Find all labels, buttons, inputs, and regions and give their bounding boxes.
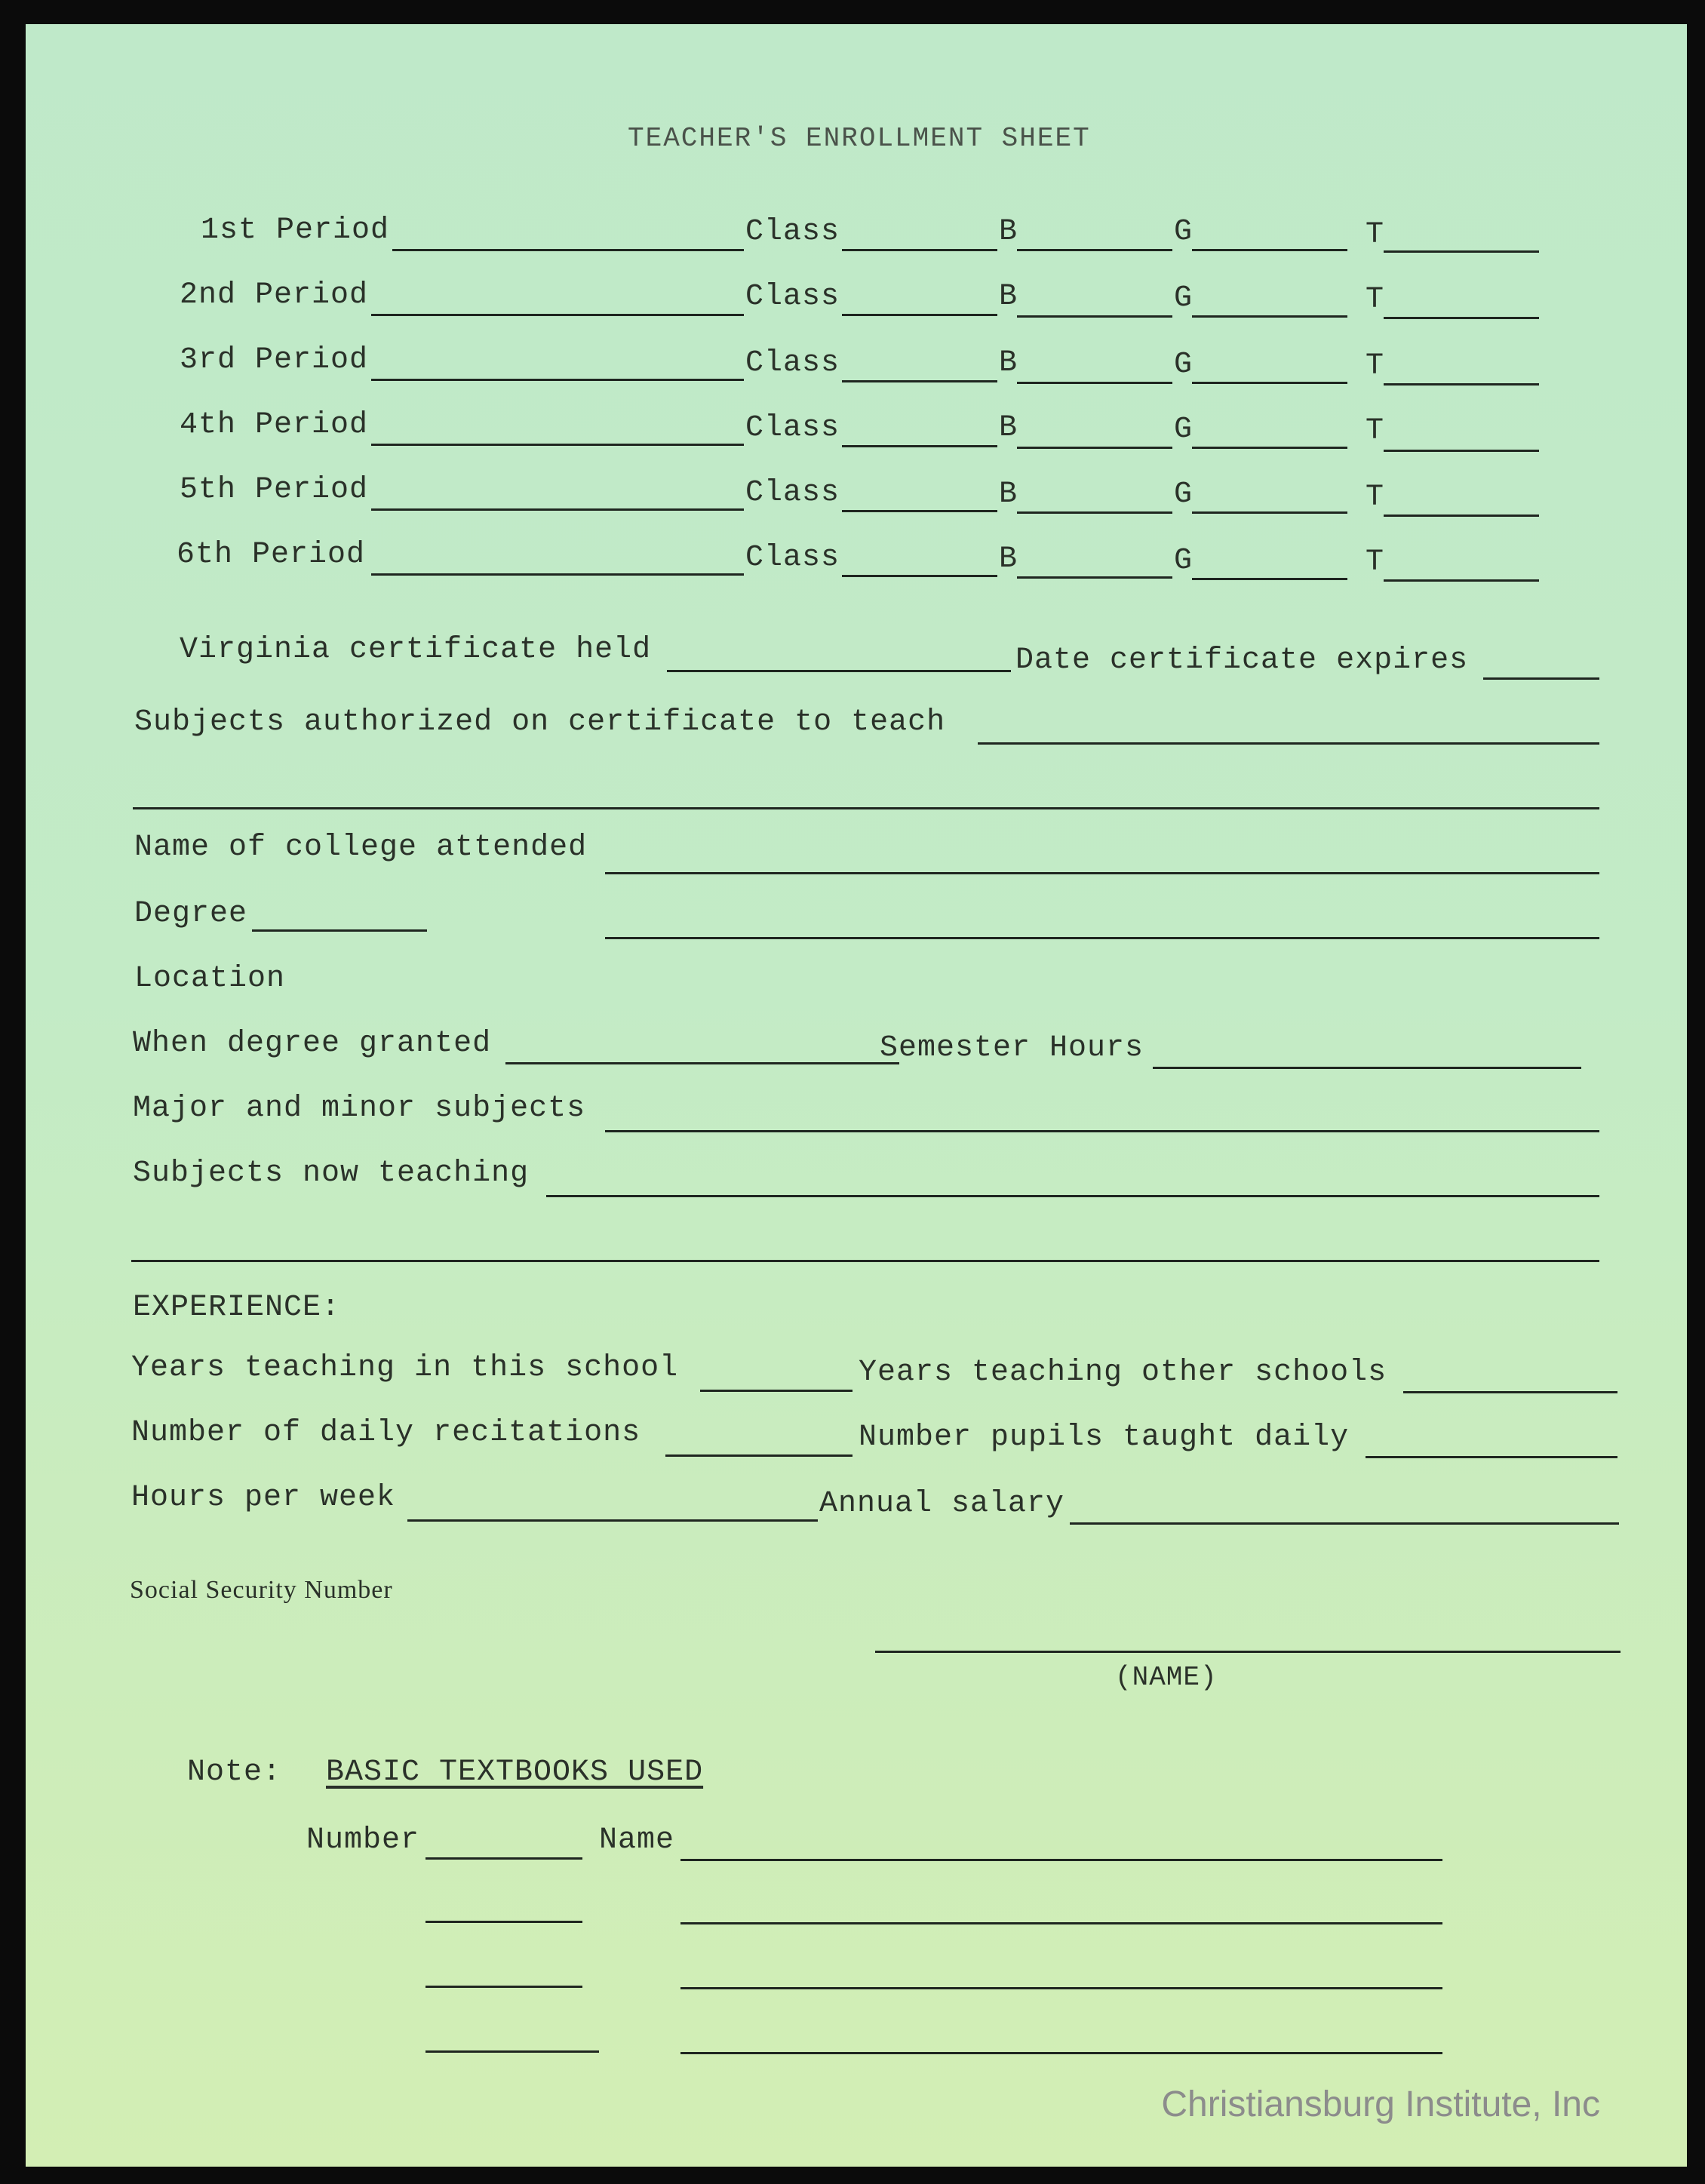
period-6-g-label: G [1174,544,1194,578]
textbooks-heading: BASIC TEXTBOOKS USED [326,1755,704,1789]
period-1-b-label: B [999,215,1018,249]
period-6-g-field[interactable] [1192,578,1347,580]
textbook-number-field-2[interactable] [425,1921,582,1923]
period-3-t-label: T [1366,349,1385,383]
period-4-class-label: Class [745,411,840,445]
period-6-b-label: B [999,542,1018,576]
period-1-t-label: T [1366,218,1385,252]
period-5-class-field[interactable] [842,510,997,512]
period-6-t-field[interactable] [1384,579,1539,582]
period-3-field[interactable] [371,379,744,381]
daily-recitations-field[interactable] [665,1454,852,1457]
period-5-g-field[interactable] [1192,511,1347,514]
period-5-label: 5th Period [180,473,369,507]
period-4-label: 4th Period [180,408,369,442]
annual-salary-field[interactable] [1070,1522,1619,1525]
experience-heading: EXPERIENCE: [133,1291,341,1325]
period-4-g-field[interactable] [1192,447,1347,449]
period-2-b-field[interactable] [1017,315,1172,318]
pupils-taught-label: Number pupils taught daily [859,1421,1350,1454]
period-2-class-label: Class [745,280,840,314]
textbook-number-field-3[interactable] [425,1986,582,1988]
hours-per-week-label: Hours per week [131,1481,396,1515]
subjects-now-field-2[interactable] [131,1260,1599,1262]
period-1-label: 1st Period [201,213,390,247]
period-3-g-field[interactable] [1192,382,1347,384]
period-2-field[interactable] [371,314,744,316]
watermark: Christiansburg Institute, Inc [1161,2084,1600,2124]
certificate-held-field[interactable] [667,670,1011,672]
period-3-b-field[interactable] [1017,382,1172,384]
period-1-t-field[interactable] [1384,250,1539,253]
period-2-t-label: T [1366,283,1385,317]
period-5-t-label: T [1366,481,1385,515]
years-other-schools-label: Years teaching other schools [859,1356,1387,1390]
college-name-field[interactable] [605,872,1599,874]
semester-hours-label: Semester Hours [880,1031,1144,1065]
years-other-schools-field[interactable] [1403,1391,1617,1393]
period-1-class-field[interactable] [842,249,997,251]
period-5-field[interactable] [371,508,744,511]
years-this-school-field[interactable] [700,1390,852,1392]
certificate-held-label: Virginia certificate held [180,633,652,667]
note-label: Note: [187,1755,282,1789]
period-5-t-field[interactable] [1384,515,1539,517]
period-6-label: 6th Period [177,538,366,572]
semester-hours-field[interactable] [1153,1067,1581,1069]
degree-granted-field[interactable] [505,1062,899,1064]
period-3-b-label: B [999,346,1018,380]
subjects-authorized-field-2[interactable] [133,807,1599,809]
period-6-b-field[interactable] [1017,576,1172,579]
degree-label: Degree [134,897,248,931]
annual-salary-label: Annual salary [819,1487,1065,1521]
major-minor-field[interactable] [605,1130,1599,1132]
period-4-b-label: B [999,411,1018,445]
textbook-number-field-4[interactable] [425,2050,599,2053]
degree-field[interactable] [252,929,427,932]
daily-recitations-label: Number of daily recitations [131,1416,641,1450]
period-2-t-field[interactable] [1384,317,1539,319]
period-2-b-label: B [999,280,1018,314]
degree-granted-label: When degree granted [133,1027,492,1061]
period-6-t-label: T [1366,545,1385,579]
period-3-label: 3rd Period [180,343,369,377]
period-5-class-label: Class [745,476,840,510]
certificate-expires-field[interactable] [1483,677,1599,680]
subjects-authorized-field[interactable] [978,742,1599,745]
textbook-number-label: Number [306,1823,420,1857]
textbook-number-field-1[interactable] [425,1857,582,1860]
form-sheet [26,24,1687,2167]
subjects-authorized-label: Subjects authorized on certificate to teach [134,705,946,739]
college-name-field-2[interactable] [605,937,1599,939]
hours-per-week-field[interactable] [407,1519,818,1522]
textbook-name-label: Name [599,1823,675,1857]
subjects-now-label: Subjects now teaching [133,1157,530,1190]
period-4-t-label: T [1366,414,1385,448]
period-1-class-label: Class [745,215,840,249]
period-4-class-field[interactable] [842,445,997,447]
period-4-b-field[interactable] [1017,447,1172,449]
years-this-school-label: Years teaching in this school [131,1351,679,1385]
major-minor-label: Major and minor subjects [133,1092,586,1126]
period-4-t-field[interactable] [1384,450,1539,452]
period-5-b-label: B [999,478,1018,511]
period-4-g-label: G [1174,413,1194,447]
period-5-g-label: G [1174,478,1194,511]
period-2-g-label: G [1174,281,1194,315]
subjects-now-field[interactable] [546,1195,1599,1197]
pupils-taught-field[interactable] [1366,1456,1617,1458]
period-1-field[interactable] [392,249,744,251]
form-title: TEACHER'S ENROLLMENT SHEET [628,123,1091,154]
period-6-field[interactable] [371,573,744,576]
period-1-g-label: G [1174,215,1194,249]
period-3-class-label: Class [745,346,840,380]
certificate-expires-label: Date certificate expires [1015,644,1469,677]
social-security-label: Social Security Number [130,1576,393,1604]
textbook-name-field-3[interactable] [680,1987,1442,1989]
college-name-label: Name of college attended [134,831,588,865]
name-caption: (NAME) [1115,1662,1218,1693]
period-2-label: 2nd Period [180,278,369,312]
period-3-t-field[interactable] [1384,383,1539,386]
textbook-name-field-1[interactable] [680,1859,1442,1861]
location-label: Location [134,962,286,996]
period-1-g-field[interactable] [1192,249,1347,251]
period-2-class-field[interactable] [842,314,997,316]
textbook-name-field-2[interactable] [680,1922,1442,1924]
period-3-class-field[interactable] [842,380,997,382]
period-4-field[interactable] [371,444,744,446]
period-3-g-label: G [1174,348,1194,382]
period-1-b-field[interactable] [1017,249,1172,251]
period-2-g-field[interactable] [1192,315,1347,318]
textbook-name-field-4[interactable] [680,2052,1442,2054]
period-6-class-field[interactable] [842,575,997,577]
period-6-class-label: Class [745,541,840,575]
period-5-b-field[interactable] [1017,511,1172,514]
name-signature-field[interactable] [875,1651,1621,1653]
